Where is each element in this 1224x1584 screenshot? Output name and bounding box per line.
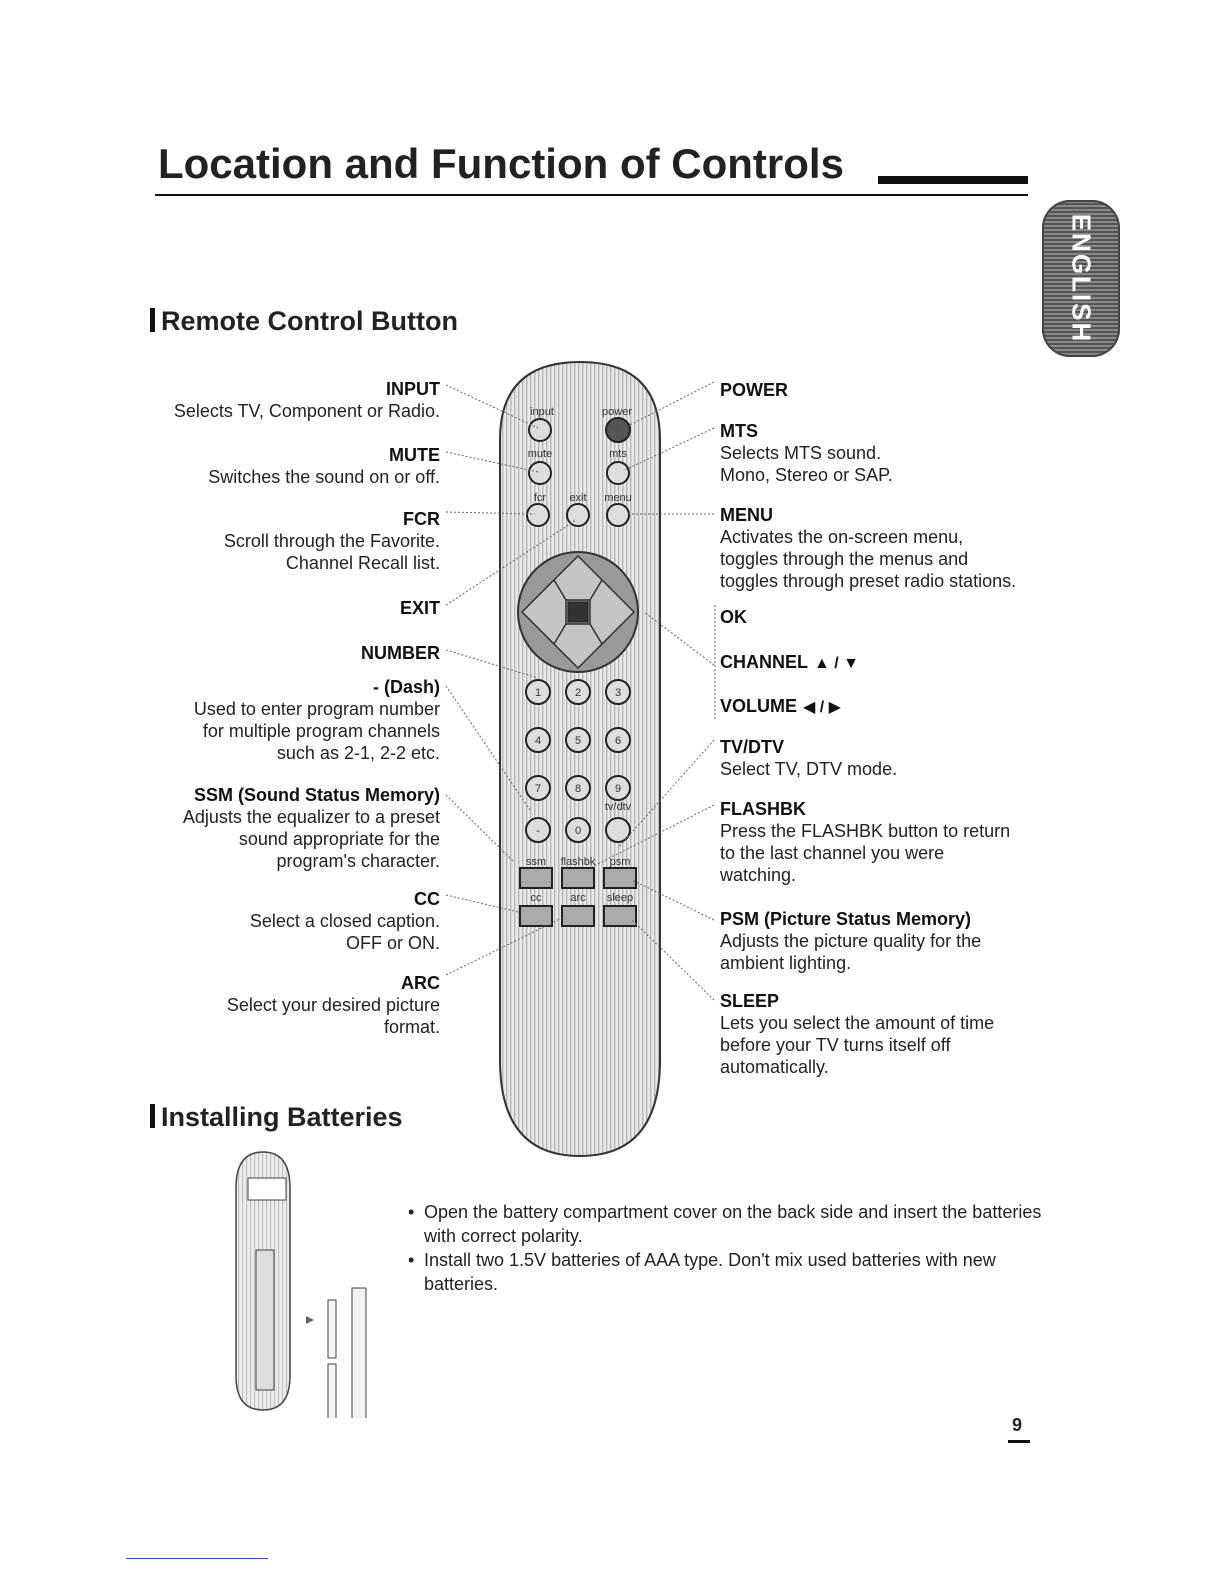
label-desc: before your TV turns itself off [720,1035,951,1055]
label-desc: OFF or ON. [346,933,440,953]
label-heading: POWER [720,380,789,400]
battery-cover [352,1288,366,1418]
label-desc: ambient lighting. [720,953,852,973]
remote-label-arc: arc [570,892,586,904]
digit-label-8: 9 [614,783,622,795]
label-ssm [183,784,440,872]
digit-label-2: 3 [614,687,622,699]
volume-arrows-icon: ◀ / ▶ [803,699,841,716]
label-heading: MUTE [389,445,440,465]
label-desc: Switches the sound on or off. [208,467,440,487]
remote-label-cc: cc [530,892,542,904]
label-desc: for multiple program channels [202,721,440,741]
label-desc: Used to enter program number [193,699,440,719]
remote-label-exit: exit [569,492,587,504]
label-desc: toggles through preset radio stations. [720,571,1017,591]
digit-label-0: 1 [534,687,542,699]
label-heading: SSM (Sound Status Memory) [193,785,440,805]
remote-label-power: power [602,406,632,418]
label-desc: toggles through the menus and [720,549,969,569]
label-desc: Select TV, DTV mode. [720,759,898,779]
language-tab-label: ENGLISH [1066,213,1097,344]
label-desc: sound appropriate for the [238,829,440,849]
label-heading: MENU [720,505,773,525]
label-number [361,642,440,664]
remote-label-sleep: sleep [606,892,634,904]
remote-label-tvdtv: tv/dtv [604,801,632,813]
digit-label-6: 7 [534,783,542,795]
digit-label-4: 5 [574,735,582,747]
page-number-rule [1008,1440,1030,1443]
label-desc: watching. [720,865,797,885]
remote-label-mts: mts [609,448,627,460]
section-heading-batteries-text: Installing Batteries [161,1102,403,1132]
digit-label-7: 8 [574,783,582,795]
label-heading: NUMBER [361,643,440,663]
remote-label-input: input [530,406,554,418]
digit-label-1: 2 [574,687,582,699]
label-heading: MTS [720,421,758,441]
label-desc: automatically. [720,1057,829,1077]
digit-label-10: 0 [574,825,582,837]
remote-label-menu: menu [604,492,632,504]
channel-arrows-icon: ▲ / ▼ [814,655,860,672]
instruction-item: • Open the battery compartment cover on the back side and insert the batteries with correct polarity. [404,1200,1044,1248]
insert-arrow-icon [306,1316,314,1324]
label-desc: format. [383,1017,440,1037]
label-heading: CC [414,889,440,909]
label-volume [720,695,841,719]
remote-label-ssm: ssm [525,856,547,868]
label-heading: INPUT [386,379,440,399]
label-dash [194,676,440,764]
label-heading: FCR [403,509,440,529]
page-number: 9 [1012,1415,1023,1435]
label-desc: Channel Recall list. [285,553,440,573]
label-tvdtv [720,736,897,780]
label-desc: program's character. [276,851,440,871]
label-desc: Select your desired picture [226,995,440,1015]
label-desc: such as 2-1, 2-2 etc. [276,743,440,763]
remote-label-psm: psm [609,856,631,868]
label-desc: Adjusts the picture quality for the [720,931,982,951]
label-channel [720,651,859,675]
label-sleep [720,990,994,1078]
label-desc: Lets you select the amount of time [720,1013,995,1033]
section-heading-remote-text: Remote Control Button [161,306,458,336]
label-heading: SLEEP [720,991,780,1011]
label-heading: PSM (Picture Status Memory) [720,909,972,929]
label-desc: Adjusts the equalizer to a preset [182,807,440,827]
battery-aaa-1 [328,1300,336,1358]
footer-rule [126,1558,268,1559]
label-heading: EXIT [399,598,440,618]
digit-label-9: - [536,825,540,837]
battery-instructions [404,1200,1044,1296]
label-exit [400,597,440,619]
battery-compartment [256,1250,274,1390]
label-desc: Scroll through the Favorite. [223,531,440,551]
label-input [174,378,440,422]
label-heading: FLASHBK [720,799,806,819]
digit-label-3: 4 [534,735,542,747]
label-desc: Selects TV, Component or Radio. [173,401,440,421]
label-ok [720,606,747,628]
battery-cover-window [248,1178,286,1200]
remote-label-flashbk: flashbk [560,856,596,868]
label-desc: Selects MTS sound. [720,443,882,463]
label-desc: to the last channel you were [720,843,945,863]
label-flashbk [720,798,1010,886]
digit-label-5: 6 [614,735,622,747]
label-desc: Press the FLASHBK button to return [720,821,1011,841]
label-heading: - (Dash) [373,677,440,697]
label-mts [720,420,893,486]
instruction-item: • Install two 1.5V batteries of AAA type. Don't mix used batteries with new batteries. [404,1248,1044,1296]
label-desc: Mono, Stereo or SAP. [720,465,893,485]
label-heading: VOLUME [720,696,798,716]
label-power [720,379,788,401]
label-mute [208,444,440,488]
label-desc: Select a closed caption. [249,911,440,931]
label-fcr [224,508,440,574]
label-psm [720,908,981,974]
label-cc [250,888,440,954]
battery-aaa-2 [328,1364,336,1418]
remote-label-fcr: fcr [533,492,547,504]
battery-installation-illustration [230,1148,380,1418]
label-arc [227,972,440,1038]
label-menu [720,504,1016,592]
remote-label-mute: mute [527,448,553,460]
label-heading: CHANNEL [720,652,808,672]
label-desc: Activates the on-screen menu, [720,527,964,547]
label-heading: TV/DTV [720,737,785,757]
page-title: Location and Function of Controls [158,140,844,187]
label-heading: OK [720,607,747,627]
label-heading: ARC [401,973,440,993]
